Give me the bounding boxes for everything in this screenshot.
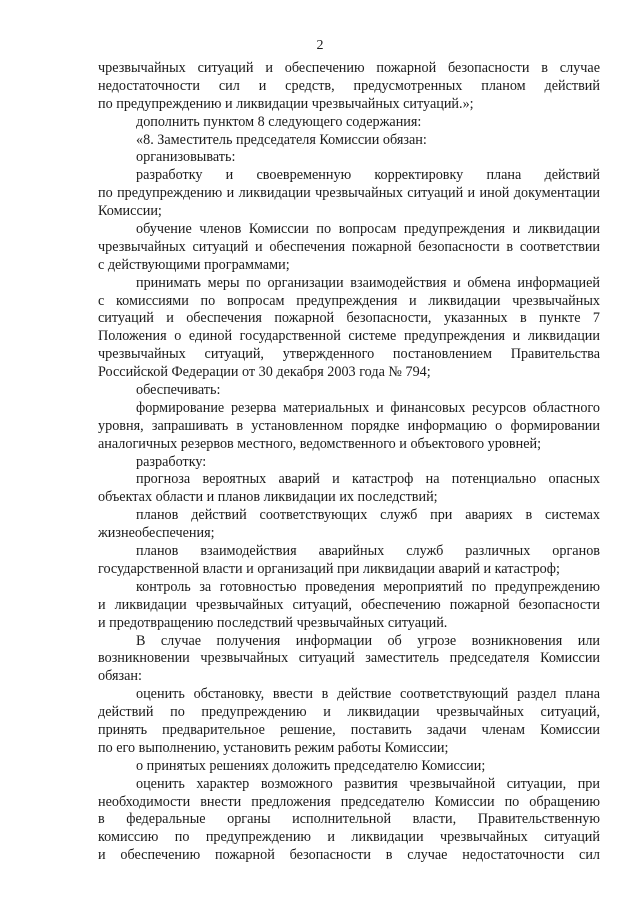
text-line: аналогичных резервов местного, ведомственного и объектового уровней; [98, 435, 542, 452]
text-line: с комиссиями по вопросам предупреждения и ликвидации чрезвычайных [98, 292, 600, 309]
document-body [98, 60, 600, 865]
text-line: обучение членов Комиссии по вопросам предупреждения и ликвидации [136, 221, 600, 238]
text-line: в федеральные органы исполнительной власти, Правительственную [98, 811, 600, 828]
text-line: обязан: [98, 668, 142, 685]
text-line: чрезвычайных ситуаций, утвержденного постановлением Правительства [98, 346, 600, 363]
page-number: 2 [316, 38, 324, 53]
text-line: по предупреждению и ликвидации чрезвычайных ситуаций и иной документации [98, 185, 600, 202]
text-line: обеспечивать: [136, 382, 221, 399]
text-line: с действующими программами; [98, 256, 290, 273]
text-line: объектах области и планов ликвидации их последствий; [98, 489, 438, 506]
text-line: дополнить пунктом 8 следующего содержания: [136, 113, 422, 130]
text-line: оценить обстановку, ввести в действие соответствующий раздел плана [136, 686, 600, 703]
text-line: чрезвычайных ситуаций и обеспечения пожарной безопасности в соответствии [98, 238, 600, 255]
text-line: и ликвидации чрезвычайных ситуаций, обеспечению пожарной безопасности [98, 596, 600, 613]
text-line: уровня, запрашивать в установленном порядке информацию о формировании [98, 417, 600, 434]
text-line: ситуаций и обеспечения пожарной безопасности, указанных в пункте 7 [98, 310, 600, 327]
text-line: действий по предупреждению и ликвидации чрезвычайных ситуаций, [98, 704, 600, 721]
text-line: возникновении чрезвычайных ситуаций заместитель председателя Комиссии [98, 650, 600, 667]
text-line: о принятых решениях доложить председателю Комиссии; [136, 757, 486, 774]
text-line: прогноза вероятных аварий и катастроф на потенциально опасных [136, 471, 600, 488]
text-line: необходимости внести предложения председателю Комиссии по обращению [98, 793, 600, 810]
text-line: контроль за готовностью проведения мероприятий по предупреждению [136, 578, 600, 595]
text-line: по его выполнению, установить режим работы Комиссии; [98, 739, 449, 756]
text-line: В случае получения информации об угрозе возникновения или [136, 632, 600, 649]
text-line: принимать меры по организации взаимодействия и обмена информацией [136, 274, 600, 291]
text-line: планов взаимодействия аварийных служб различных органов [136, 543, 600, 560]
text-line: Положения о единой государственной системе предупреждения и ликвидации [98, 328, 600, 345]
text-line: чрезвычайных ситуаций и обеспечению пожарной безопасности в случае [98, 60, 600, 76]
text-line: формирование резерва материальных и финансовых ресурсов областного [136, 399, 600, 416]
text-line: комиссию по предупреждению и ликвидации чрезвычайных ситуаций [98, 829, 600, 846]
text-line: жизнеобеспечения; [98, 525, 215, 542]
text-line: недостаточности сил и средств, предусмотренных планом действий [98, 77, 600, 94]
text-line: Российской Федерации от 30 декабря 2003 года № 794; [98, 364, 431, 381]
text-line: «8. Заместитель председателя Комиссии обязан: [136, 131, 427, 148]
text-line: государственной власти и организаций при ликвидации аварий и катастроф; [98, 560, 560, 577]
text-line: и предотвращению последствий чрезвычайных ситуаций. [98, 614, 448, 631]
text-line: разработку и своевременную корректировку плана действий [136, 167, 600, 184]
text-line: принять предварительное решение, поставить задачи членам Комиссии [98, 721, 600, 738]
text-line: планов действий соответствующих служб при авариях в системах [136, 507, 600, 524]
text-line: и обеспечению пожарной безопасности в случае недостаточности сил [98, 847, 600, 864]
text-line: организовывать: [136, 149, 236, 166]
text-line: оценить характер возможного развития чрезвычайной ситуации, при [136, 775, 600, 792]
text-line: разработку: [136, 453, 207, 470]
text-line: Комиссии; [98, 203, 162, 220]
text-line: по предупреждению и ликвидации чрезвычайных ситуаций.»; [98, 95, 474, 112]
